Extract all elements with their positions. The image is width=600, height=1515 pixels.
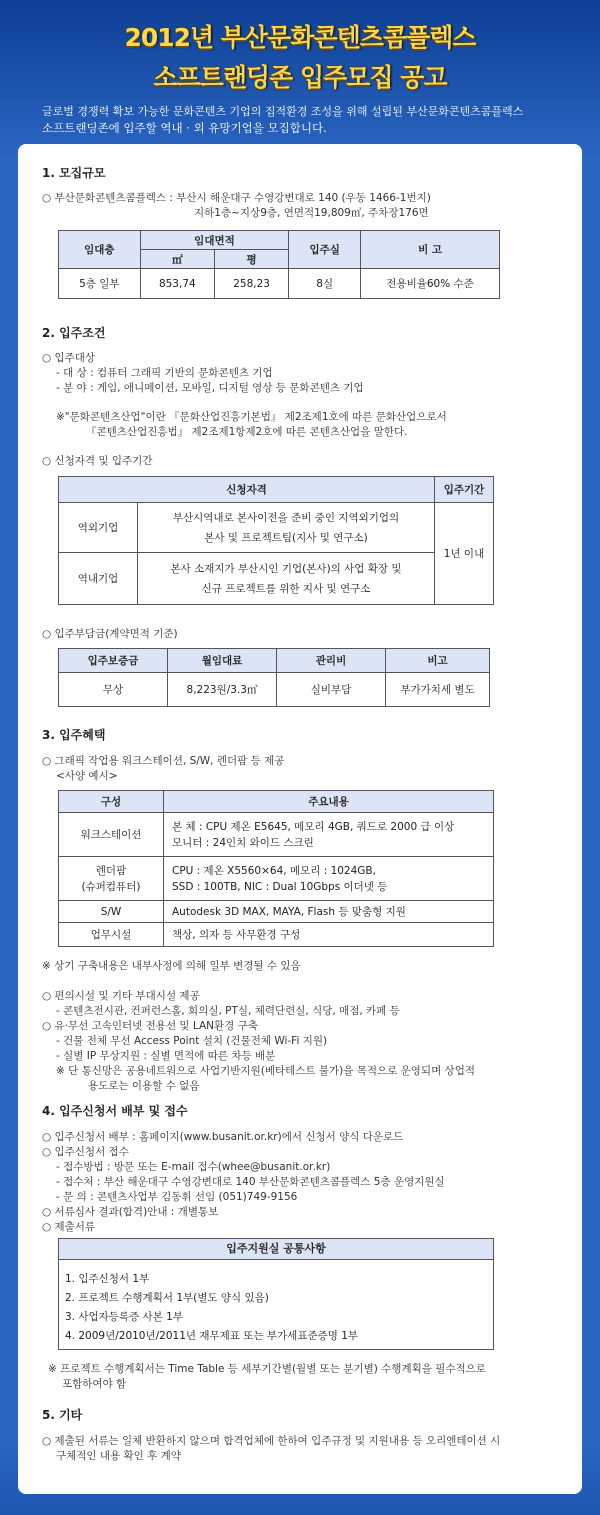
th-fee-note: 비고 (386, 649, 490, 673)
s4-line-8: ※ 프로젝트 수행계획서는 Time Table 등 세부기간별(월별 또는 분기별) 수행계획을 필수적으로 (48, 1363, 486, 1375)
section-5-heading: 5. 기타 (42, 1408, 83, 1422)
td-office: 업무시설 (59, 923, 164, 947)
td-workstation: 워크스테이션 (59, 813, 164, 857)
td-fee-note: 부가가치세 별도 (386, 673, 490, 707)
s3-line-2: <사양 예시> (56, 770, 118, 782)
td-deposit: 무상 (59, 673, 168, 707)
s4-line-7: ○ 제출서류 (42, 1221, 96, 1233)
inside-desc-2: 신규 프로젝트를 위한 지사 및 연구소 (201, 582, 371, 595)
section-4-heading: 4. 입주신청서 배부 및 접수 (42, 1104, 188, 1118)
section-1-heading: 1. 모집규모 (42, 166, 106, 180)
s3-line-3: ※ 상기 구축내용은 내부사정에 의해 일부 변경될 수 있음 (42, 960, 301, 972)
th-component: 구성 (59, 791, 164, 813)
td-renderfarm-spec (164, 857, 494, 901)
th-note: 비 고 (361, 231, 500, 269)
th-period: 입주기간 (435, 477, 494, 503)
section-3-heading: 3. 입주혜택 (42, 728, 106, 742)
s2-line-4: ※"문화콘텐츠산업"이란 『문화산업진흥기본법』 제2조제1호에 따른 문화산업으로서 (56, 411, 447, 423)
td-note: 전용비율60% 수준 (361, 269, 500, 299)
s3-line-9: ※ 단 통신망은 공용네트워으로 사업기반지원(베타테스트 불가)을 목적으로 운영되며 상업적 (56, 1065, 475, 1077)
renderfarm-label-1: 렌더팜 (95, 864, 127, 877)
rf-spec-2: SSD : 100TB, NIC : Dual 10Gbps 이더넷 등 (172, 880, 388, 893)
s2-line-5: 『콘텐츠산업진흥법』 제2조제1항제2호에 따른 콘텐츠산업을 말한다. (86, 426, 408, 438)
intro-line-2: 소프트랜딩존에 입주할 역내 · 외 유망기업을 모집합니다. (42, 121, 327, 135)
th-area: 임대면적 (140, 231, 289, 250)
intro-line-1: 글로벌 경쟁력 확보 가능한 문화콘텐츠 기업의 집적환경 조성을 위해 설립된 부산문화콘텐츠콤플렉스 (42, 105, 524, 118)
td-office-spec: 책상, 의자 등 사무환경 구성 (164, 923, 494, 947)
document-item: 3. 사업자등록증 사본 1부 (65, 1311, 183, 1323)
documents-box (58, 1238, 494, 1350)
inside-desc-1: 본사 소재지가 부산시인 기업(본사)의 사업 확장 및 (170, 562, 402, 575)
th-sqm: ㎡ (140, 250, 214, 269)
td-software-spec: Autodesk 3D MAX, MAYA, Flash 등 맞춤형 지원 (164, 901, 494, 923)
s4-line-5: - 문 의 : 콘텐츠사업부 김동휘 선임 (051)749-9156 (56, 1191, 298, 1203)
th-contents: 주요내용 (164, 791, 494, 813)
s4-line-3: - 접수방법 : 방문 또는 E-mail 접수(whee@busanit.or.kr) (56, 1161, 331, 1173)
s4-line-2: ○ 입주신청서 접수 (42, 1146, 129, 1158)
s4-line-4: - 접수처 : 부산 해운대구 수영강변대로 140 부산문화콘텐츠콤플렉스 5층 운영지원실 (56, 1176, 445, 1188)
s4-line-6: ○ 서류심사 결과(합격)안내 : 개별통보 (42, 1206, 219, 1218)
document-item: 2. 프로젝트 수행계획서 1부(별도 양식 있음) (65, 1292, 269, 1304)
th-rent: 월임대료 (168, 649, 277, 673)
content-card (18, 144, 582, 1494)
spec-table (58, 790, 494, 947)
th-pyeong: 평 (214, 250, 288, 269)
section-2-heading: 2. 입주조건 (42, 326, 106, 340)
td-maintenance: 실비부담 (277, 673, 386, 707)
s4-line-1: ○ 입주신청서 배부 : 홈페이지(www.busanit.or.kr)에서 신청서 양식 다운로드 (42, 1131, 404, 1143)
td-outside-company: 역외기업 (59, 503, 138, 553)
td-renderfarm (59, 857, 164, 901)
qualification-table (58, 476, 494, 605)
s3-line-8: - 실별 IP 무상지원 : 실별 면적에 따른 차등 배분 (56, 1050, 276, 1062)
td-sqm: 853,74 (140, 269, 214, 299)
s3-line-6: ○ 유·무선 고속인터넷 전용선 및 LAN환경 구축 (42, 1020, 258, 1032)
td-inside-company: 역내기업 (59, 553, 138, 605)
title-line-1: 2012년 부산문화콘텐츠콤플렉스 (124, 23, 476, 52)
td-outside-desc (138, 503, 435, 553)
s3-line-10: 용도로는 이용할 수 없음 (88, 1080, 200, 1092)
documents-list (59, 1260, 493, 1346)
td-period: 1년 이내 (435, 503, 494, 605)
s1-line-2: 지하1층~지상9층, 연면적19,809㎡, 주차장176면 (194, 207, 429, 219)
renderfarm-label-2: (슈퍼컴퓨터) (81, 880, 141, 893)
s2-line-7: ○ 입주부담금(계약면적 기준) (42, 628, 178, 640)
outside-desc-2: 본사 및 프로젝트팀(지사 및 연구소) (204, 531, 368, 544)
fee-table (58, 648, 490, 707)
s3-line-4: ○ 편의시설 및 기타 부대시설 제공 (42, 990, 200, 1002)
th-maintenance: 관리비 (277, 649, 386, 673)
s5-line-2: 구체적인 내용 확인 후 계약 (56, 1450, 181, 1462)
s3-line-1: ○ 그래픽 작업용 워크스테이션, S/W, 렌더팜 등 제공 (42, 755, 285, 767)
outside-desc-1: 부산시역내로 본사이전을 준비 중인 지역외기업의 (172, 511, 400, 524)
s1-line-1: ○ 부산문화콘텐츠콤플렉스 : 부산시 해운대구 수영강변대로 140 (우동 1466-1번지) (42, 192, 431, 204)
s4-line-9: 포함하여야 함 (62, 1378, 127, 1390)
td-rooms: 8실 (289, 269, 361, 299)
td-software: S/W (59, 901, 164, 923)
intro-text (42, 104, 572, 136)
document-item: 1. 입주신청서 1부 (65, 1273, 150, 1285)
th-rooms: 입주실 (289, 231, 361, 269)
ws-spec-1: 본 체 : CPU 제온 E5645, 메모리 4GB, 쿼드로 2000 급 이상 (172, 820, 455, 833)
td-workstation-spec (164, 813, 494, 857)
td-inside-desc (138, 553, 435, 605)
s2-line-3: - 분 야 : 게임, 애니메이션, 모바일, 디지털 영상 등 문화콘텐츠 기업 (56, 382, 364, 394)
s2-line-2: - 대 상 : 컴퓨터 그래픽 기반의 문화콘텐츠 기업 (56, 367, 273, 379)
th-floor: 임대층 (59, 231, 141, 269)
s5-line-1: ○ 제출된 서류는 일체 반환하지 않으며 합격업체에 한하여 입주규정 및 지원내용 등 오리엔테이션 시 (42, 1435, 501, 1447)
document-item: 4. 2009년/2010년/2011년 재무제표 또는 부가세표준증명 1부 (65, 1330, 359, 1342)
title-line-2: 소프트랜딩존 입주모집 공고 (153, 63, 447, 92)
td-pyeong: 258,23 (214, 269, 288, 299)
s3-line-5: - 콘텐츠전시관, 컨퍼런스홀, 회의실, PT실, 체력단련실, 식당, 매점, 카페 등 (56, 1005, 400, 1017)
ws-spec-2: 모니터 : 24인치 와이드 스크린 (172, 836, 314, 849)
rf-spec-1: CPU : 제온 X5560×64, 메모리 : 1024GB, (172, 864, 376, 877)
documents-box-title: 입주지원실 공통사항 (59, 1239, 493, 1260)
th-qualification: 신청자격 (59, 477, 435, 503)
td-floor: 5층 일부 (59, 269, 141, 299)
s2-line-6: ○ 신청자격 및 입주기간 (42, 455, 153, 467)
s2-line-1: ○ 입주대상 (42, 352, 96, 364)
s3-line-7: - 건물 전체 무선 Access Point 설치 (건물전체 Wi-Fi 지원) (56, 1035, 328, 1047)
recruit-scale-table (58, 230, 500, 299)
td-rent: 8,223원/3.3㎡ (168, 673, 277, 707)
th-deposit: 입주보증금 (59, 649, 168, 673)
